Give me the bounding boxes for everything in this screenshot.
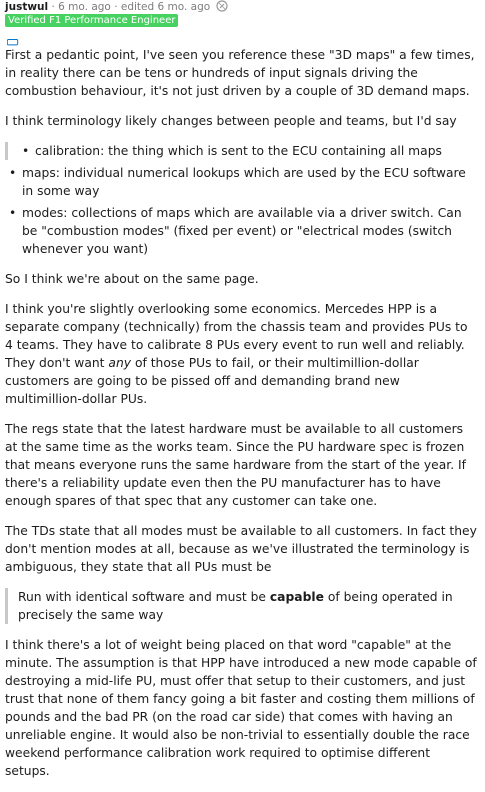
paragraph-terminology: I think terminology likely changes between people and teams, but I'd say xyxy=(5,114,457,128)
edit-history-icon xyxy=(216,0,228,16)
edited-label: edited 6 mo. ago xyxy=(120,1,211,13)
definitions-quote-list xyxy=(18,142,477,160)
paragraph-pedantic-point: First a pedantic point, I've seen you reference these "3D maps" a few times, in reality there can be tens or hundreds of input signals driving the combustion behaviour, it's not just driven by a couple of 3D demand maps. xyxy=(5,48,475,98)
comment-age[interactable]: 6 mo. ago xyxy=(58,1,111,13)
blockquote xyxy=(5,588,477,624)
meta-separator: · xyxy=(51,1,59,13)
text-span: of being operated in precisely the same way xyxy=(18,590,453,622)
quoted-list xyxy=(5,142,477,160)
list-item: • calibration: the thing which is sent to the ECU containing all maps xyxy=(18,142,477,160)
emphasis-text: any xyxy=(108,356,132,370)
paragraph-economics xyxy=(5,300,477,408)
paragraph-regs: The regs state that the latest hardware must be available to all customers at the same time as the works team. Since the PU hardware spec is frozen that means everyone runs the same hardware from the start of the year. If there's a reliability update even then the PU manufacturer has to have enough spares of that spec that any customer can take one. xyxy=(5,422,466,508)
text-span: of those PUs to fail, or their multimillion-dollar customers are going to be pissed off and demanding brand new multimillion-dollar PUs. xyxy=(5,356,419,406)
definitions-list xyxy=(5,164,477,258)
list-item: • modes: collections of maps which are available via a driver switch. Can be "combustion modes" (fixed per event) or "electrical modes (switch whenever you want) xyxy=(5,204,477,258)
author-username[interactable]: justwul xyxy=(5,1,49,13)
user-flair: Verified F1 Performance Engineer xyxy=(5,14,178,27)
text-span: Run with identical software and must be xyxy=(18,590,270,604)
paragraph-capable: I think there's a lot of weight being placed on that word "capable" at the minute. The assumption is that HPP have introduced a new mode capable of destroying a mid-life PU, must offer that setup to their customers, and just trust that none of them fancy going a bit faster and costing them millions of pounds and the bad PR (on the road car side) that comes with having an unreliable engine. It would also be non-trivial to essentially double the race weekend performance calibration work required to optimise different setups. xyxy=(5,638,477,778)
paragraph-same-page: So I think we're about on the same page. xyxy=(5,272,259,286)
text-span: I think you're slightly overlooking some economics. Mercedes HPP is a separate company (technically) from the chassis team and provides PUs to 4 teams. They have to calibrate 8 PUs every event to run well and reliably. They don't want xyxy=(5,302,468,370)
list-item: • maps: individual numerical lookups which are used by the ECU software in some way xyxy=(5,164,477,200)
paragraph-tds: The TDs state that all modes must be available to all customers. In fact they don't mention modes at all, because as we've illustrated the terminology is ambiguous, they state that all PUs must be xyxy=(5,524,477,574)
bold-text: capable xyxy=(269,590,324,604)
meta-separator: · xyxy=(114,1,121,13)
comment-body xyxy=(5,46,477,792)
